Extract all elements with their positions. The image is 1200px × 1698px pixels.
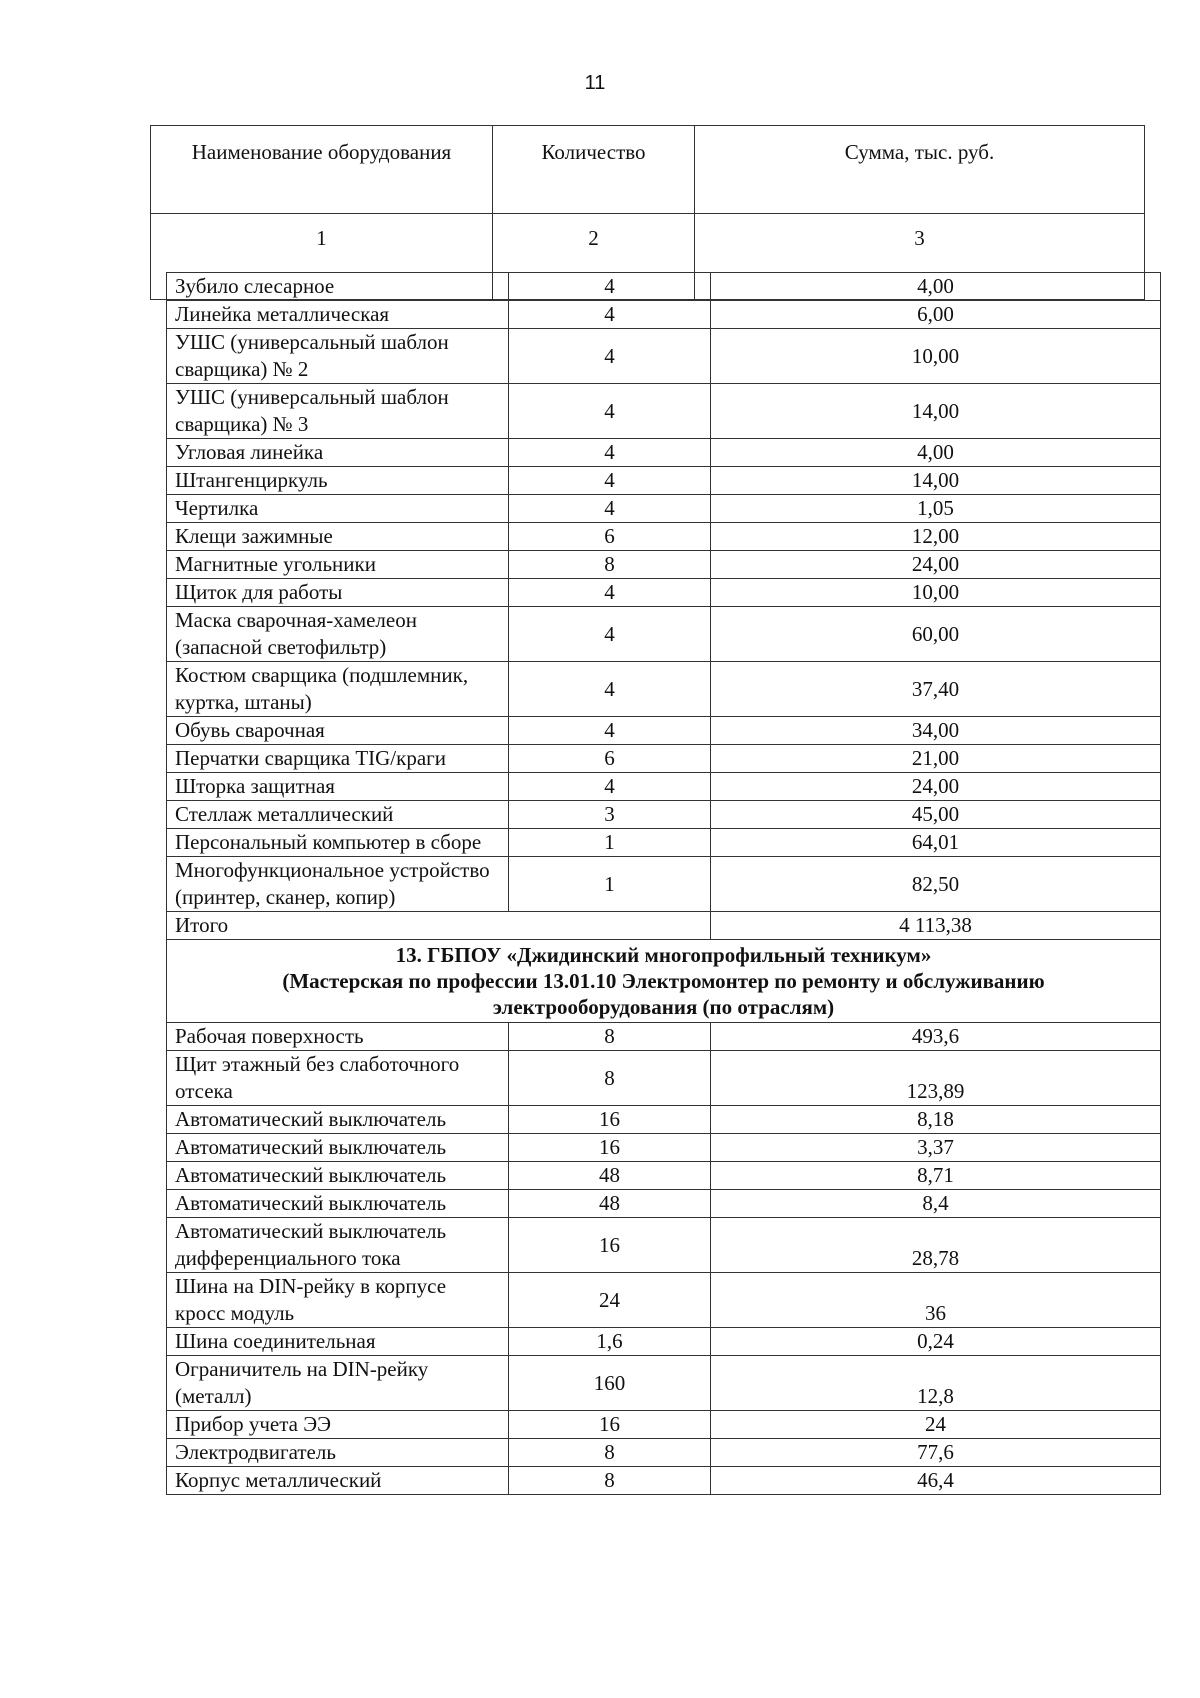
item-name: Автоматический выключатель xyxy=(167,1190,509,1218)
item-sum: 82,50 xyxy=(711,857,1161,912)
header-number-1: 1 xyxy=(151,214,493,300)
item-sum: 60,00 xyxy=(711,607,1161,662)
item-quantity: 4 xyxy=(509,773,711,801)
item-quantity: 1 xyxy=(509,829,711,857)
item-quantity: 160 xyxy=(509,1356,711,1411)
item-name: Автоматический выключатель xyxy=(167,1162,509,1190)
item-name: Обувь сварочная xyxy=(167,717,509,745)
item-sum: 24 xyxy=(711,1411,1161,1439)
item-quantity: 6 xyxy=(509,523,711,551)
item-sum: 21,00 xyxy=(711,745,1161,773)
item-name: Прибор учета ЭЭ xyxy=(167,1411,509,1439)
item-sum: 14,00 xyxy=(711,384,1161,439)
table-row xyxy=(167,857,1161,912)
equipment-rows-part2 xyxy=(167,1023,1161,1495)
table-row xyxy=(167,1051,1161,1106)
item-name: Стеллаж металлический xyxy=(167,801,509,829)
table-row xyxy=(167,607,1161,662)
item-quantity: 48 xyxy=(509,1162,711,1190)
item-name: Шина на DIN-рейку в корпусе кросс модуль xyxy=(167,1273,509,1328)
item-sum: 28,78 xyxy=(711,1218,1161,1273)
table-row xyxy=(167,1106,1161,1134)
table-row xyxy=(167,384,1161,439)
total-sum: 4 113,38 xyxy=(711,912,1161,940)
section-heading xyxy=(167,940,1161,1023)
item-sum: 46,4 xyxy=(711,1467,1161,1495)
item-name: Угловая линейка xyxy=(167,439,509,467)
table-row xyxy=(167,1273,1161,1328)
table-row xyxy=(167,745,1161,773)
item-quantity: 48 xyxy=(509,1190,711,1218)
item-sum: 8,4 xyxy=(711,1190,1161,1218)
equipment-table xyxy=(166,272,1161,1495)
item-name: Рабочая поверхность xyxy=(167,1023,509,1051)
header-number-2: 2 xyxy=(493,214,695,300)
section-subtitle-line2: электрооборудования (по отраслям) xyxy=(492,995,835,1019)
item-name: Щиток для работы xyxy=(167,579,509,607)
item-sum: 4,00 xyxy=(711,439,1161,467)
item-name: Магнитные угольники xyxy=(167,551,509,579)
item-sum: 34,00 xyxy=(711,717,1161,745)
table-row xyxy=(167,551,1161,579)
item-name: Щит этажный без слаботочного отсека xyxy=(167,1051,509,1106)
item-sum: 0,24 xyxy=(711,1328,1161,1356)
table-row xyxy=(167,579,1161,607)
item-sum: 6,00 xyxy=(711,301,1161,329)
item-quantity: 1,6 xyxy=(509,1328,711,1356)
item-quantity: 8 xyxy=(509,1023,711,1051)
item-sum: 4,00 xyxy=(711,273,1161,301)
item-sum: 24,00 xyxy=(711,773,1161,801)
item-sum: 64,01 xyxy=(711,829,1161,857)
table-row xyxy=(167,1190,1161,1218)
item-name: Корпус металлический xyxy=(167,1467,509,1495)
item-name: Зубило слесарное xyxy=(167,273,509,301)
item-name: Ограничитель на DIN-рейку (металл) xyxy=(167,1356,509,1411)
item-name: Персональный компьютер в сборе xyxy=(167,829,509,857)
table-row xyxy=(167,301,1161,329)
item-sum: 37,40 xyxy=(711,662,1161,717)
item-quantity: 4 xyxy=(509,329,711,384)
item-name: Клещи зажимные xyxy=(167,523,509,551)
table-row xyxy=(167,1218,1161,1273)
item-sum: 3,37 xyxy=(711,1134,1161,1162)
item-quantity: 8 xyxy=(509,551,711,579)
item-sum: 1,05 xyxy=(711,495,1161,523)
item-name: УШС (универсальный шаблон сварщика) № 3 xyxy=(167,384,509,439)
item-quantity: 4 xyxy=(509,273,711,301)
table-row xyxy=(167,1023,1161,1051)
item-sum: 8,18 xyxy=(711,1106,1161,1134)
total-label: Итого xyxy=(167,912,711,940)
item-sum: 36 xyxy=(711,1273,1161,1328)
item-sum: 493,6 xyxy=(711,1023,1161,1051)
section-title: 13. ГБПОУ «Джидинский многопрофильный техникум» xyxy=(395,943,932,967)
table-row xyxy=(167,1439,1161,1467)
item-sum: 10,00 xyxy=(711,579,1161,607)
item-sum: 8,71 xyxy=(711,1162,1161,1190)
table-row xyxy=(167,662,1161,717)
item-sum: 14,00 xyxy=(711,467,1161,495)
item-quantity: 4 xyxy=(509,607,711,662)
item-sum: 12,8 xyxy=(711,1356,1161,1411)
table-row xyxy=(167,1328,1161,1356)
table-row xyxy=(167,495,1161,523)
item-name: Автоматический выключатель xyxy=(167,1134,509,1162)
item-sum: 24,00 xyxy=(711,551,1161,579)
table-row xyxy=(167,467,1161,495)
item-quantity: 4 xyxy=(509,579,711,607)
item-quantity: 4 xyxy=(509,439,711,467)
item-quantity: 8 xyxy=(509,1051,711,1106)
table-row xyxy=(167,439,1161,467)
section-subtitle-line1: (Мастерская по профессии 13.01.10 Электромонтер по ремонту и обслуживанию xyxy=(282,969,1045,993)
item-quantity: 4 xyxy=(509,301,711,329)
item-sum: 45,00 xyxy=(711,801,1161,829)
item-name: Автоматический выключатель xyxy=(167,1106,509,1134)
item-quantity: 16 xyxy=(509,1218,711,1273)
table-row xyxy=(167,1356,1161,1411)
item-quantity: 6 xyxy=(509,745,711,773)
table-row xyxy=(167,329,1161,384)
item-quantity: 4 xyxy=(509,384,711,439)
header-number-3: 3 xyxy=(695,214,1145,300)
item-sum: 123,89 xyxy=(711,1051,1161,1106)
item-name: Шина соединительная xyxy=(167,1328,509,1356)
table-row xyxy=(167,801,1161,829)
item-quantity: 16 xyxy=(509,1134,711,1162)
table-row xyxy=(167,829,1161,857)
item-sum: 12,00 xyxy=(711,523,1161,551)
table-row xyxy=(167,1467,1161,1495)
section-row xyxy=(167,940,1161,1023)
table-row xyxy=(167,1162,1161,1190)
table-row xyxy=(167,1411,1161,1439)
table-row xyxy=(167,523,1161,551)
item-quantity: 8 xyxy=(509,1467,711,1495)
item-quantity: 16 xyxy=(509,1411,711,1439)
table-row xyxy=(167,773,1161,801)
item-name: Маска сварочная-хамелеон (запасной светофильтр) xyxy=(167,607,509,662)
header-name: Наименование оборудования xyxy=(151,126,493,214)
item-quantity: 16 xyxy=(509,1106,711,1134)
page-number: 11 xyxy=(584,72,606,94)
item-name: Шторка защитная xyxy=(167,773,509,801)
item-name: Электродвигатель xyxy=(167,1439,509,1467)
total-row xyxy=(167,912,1161,940)
header-sum: Сумма, тыс. руб. xyxy=(695,126,1145,214)
item-name: УШС (универсальный шаблон сварщика) № 2 xyxy=(167,329,509,384)
item-sum: 10,00 xyxy=(711,329,1161,384)
item-sum: 77,6 xyxy=(711,1439,1161,1467)
table-row xyxy=(167,273,1161,301)
item-quantity: 24 xyxy=(509,1273,711,1328)
item-quantity: 4 xyxy=(509,467,711,495)
item-quantity: 3 xyxy=(509,801,711,829)
total-section xyxy=(167,912,1161,1023)
item-quantity: 8 xyxy=(509,1439,711,1467)
item-name: Чертилка xyxy=(167,495,509,523)
item-name: Штангенциркуль xyxy=(167,467,509,495)
equipment-rows-part1 xyxy=(167,273,1161,912)
item-quantity: 4 xyxy=(509,662,711,717)
item-name: Многофункциональное устройство (принтер, сканер, копир) xyxy=(167,857,509,912)
item-name: Перчатки сварщика TIG/краги xyxy=(167,745,509,773)
item-name: Костюм сварщика (подшлемник, куртка, штаны) xyxy=(167,662,509,717)
item-quantity: 4 xyxy=(509,495,711,523)
item-quantity: 1 xyxy=(509,857,711,912)
table-row xyxy=(167,717,1161,745)
table-row xyxy=(167,1134,1161,1162)
item-quantity: 4 xyxy=(509,717,711,745)
item-name: Автоматический выключатель дифференциального тока xyxy=(167,1218,509,1273)
header-quantity: Количество xyxy=(493,126,695,214)
item-name: Линейка металлическая xyxy=(167,301,509,329)
